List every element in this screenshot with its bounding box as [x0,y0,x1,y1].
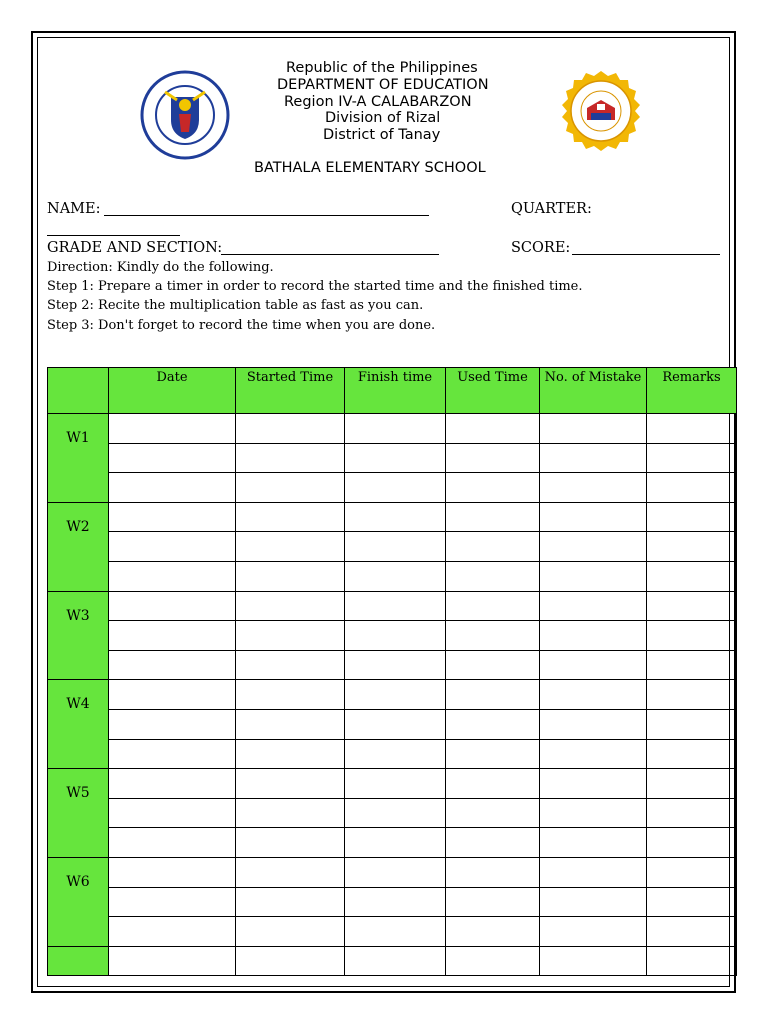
table-cell[interactable] [109,769,236,799]
table-cell[interactable] [345,502,446,532]
quarter-line[interactable] [47,235,180,236]
table-cell[interactable] [446,414,540,444]
school-name: BATHALA ELEMENTARY SCHOOL [254,160,486,176]
table-cell[interactable] [647,887,737,917]
table-cell[interactable] [647,473,737,503]
table-body [48,414,737,976]
table-cell[interactable] [647,443,737,473]
table-cell[interactable] [109,621,236,651]
table-cell[interactable] [647,917,737,947]
table-row [48,502,737,532]
table-cell[interactable] [446,561,540,591]
table-cell[interactable] [446,798,540,828]
table-row [48,798,737,828]
table-cell[interactable] [540,561,647,591]
header-used-time: Used Time [446,368,540,414]
table-row [48,561,737,591]
table-cell[interactable] [109,443,236,473]
table-cell[interactable] [345,857,446,887]
table-cell[interactable] [647,857,737,887]
table-cell[interactable] [540,591,647,621]
table-cell[interactable] [236,443,345,473]
table-cell[interactable] [109,532,236,562]
direction-step-2: Step 2: Recite the multiplication table as fast as you can. [47,298,424,313]
table-cell[interactable] [647,591,737,621]
table-cell[interactable] [345,680,446,710]
week-label [48,946,109,976]
table-cell[interactable] [236,473,345,503]
table-cell[interactable] [236,857,345,887]
grade-section-line[interactable] [221,254,439,255]
table-cell[interactable] [446,473,540,503]
table-cell[interactable] [647,769,737,799]
table-cell[interactable] [345,561,446,591]
table-header-row [48,368,737,414]
table-row [48,680,737,710]
table-cell[interactable] [109,591,236,621]
table-cell[interactable] [647,680,737,710]
header-line-region: Region IV-A CALABARZON [284,94,472,110]
table-cell[interactable] [446,887,540,917]
table-row [48,709,737,739]
table-cell[interactable] [446,532,540,562]
week-label: W5 [48,769,109,858]
table-cell[interactable] [345,414,446,444]
table-cell[interactable] [647,828,737,858]
table-row [48,887,737,917]
score-line[interactable] [572,254,720,255]
table-cell[interactable] [540,532,647,562]
table-cell[interactable] [540,739,647,769]
table-cell[interactable] [109,857,236,887]
table-row [48,828,737,858]
table-cell[interactable] [446,946,540,976]
table-cell[interactable] [446,769,540,799]
table-cell[interactable] [109,798,236,828]
table-cell[interactable] [647,739,737,769]
table-cell[interactable] [540,887,647,917]
table-cell[interactable] [540,709,647,739]
week-label: W1 [48,414,109,503]
table-cell[interactable] [446,621,540,651]
header-mistakes: No. of Mistake [540,368,647,414]
table-cell[interactable] [236,561,345,591]
school-seal-logo [556,70,646,152]
table-cell[interactable] [236,739,345,769]
table-cell[interactable] [446,709,540,739]
table-cell[interactable] [345,709,446,739]
table-cell[interactable] [647,414,737,444]
table-cell[interactable] [540,798,647,828]
table-cell[interactable] [446,739,540,769]
table-row [48,473,737,503]
table-cell[interactable] [647,650,737,680]
header-line-deped: DEPARTMENT OF EDUCATION [277,77,489,93]
table-cell[interactable] [236,946,345,976]
table-row [48,532,737,562]
table-cell[interactable] [345,946,446,976]
table-cell[interactable] [345,473,446,503]
table-cell[interactable] [540,828,647,858]
direction-intro: Direction: Kindly do the following. [47,260,274,275]
table-cell[interactable] [236,887,345,917]
table-cell[interactable] [109,473,236,503]
table-cell[interactable] [109,887,236,917]
table-cell[interactable] [647,561,737,591]
table-cell[interactable] [540,473,647,503]
week-label: W2 [48,502,109,591]
table-cell[interactable] [345,887,446,917]
header-date: Date [109,368,236,414]
header-finish-time: Finish time [345,368,446,414]
header-line-republic: Republic of the Philippines [286,60,478,76]
table-cell[interactable] [446,680,540,710]
name-label: NAME: [47,201,101,217]
deped-seal-logo [137,70,233,160]
table-row [48,650,737,680]
table-cell[interactable] [446,828,540,858]
table-cell[interactable] [647,532,737,562]
table-cell[interactable] [345,798,446,828]
table-row [48,769,737,799]
table-cell[interactable] [236,917,345,947]
table-cell[interactable] [236,621,345,651]
table-cell[interactable] [236,591,345,621]
table-cell[interactable] [647,798,737,828]
table-row [48,917,737,947]
table-cell[interactable] [540,443,647,473]
table-row [48,621,737,651]
table-cell[interactable] [345,532,446,562]
table-cell[interactable] [647,709,737,739]
table-cell[interactable] [109,946,236,976]
quarter-label: QUARTER: [511,201,592,217]
table-row [48,946,737,976]
table-cell[interactable] [540,769,647,799]
table-cell[interactable] [345,769,446,799]
table-cell[interactable] [236,680,345,710]
grade-section-label: GRADE AND SECTION: [47,240,223,256]
table-cell[interactable] [109,739,236,769]
table-cell[interactable] [345,739,446,769]
table-cell[interactable] [540,917,647,947]
table-cell[interactable] [345,828,446,858]
week-label: W3 [48,591,109,680]
table-row [48,414,737,444]
table-cell[interactable] [540,946,647,976]
header-week [48,368,109,414]
table-cell[interactable] [109,917,236,947]
table-cell[interactable] [540,621,647,651]
table-cell[interactable] [446,502,540,532]
table-cell[interactable] [345,917,446,947]
table-cell[interactable] [446,650,540,680]
table-cell[interactable] [647,946,737,976]
table-cell[interactable] [345,591,446,621]
table-row [48,857,737,887]
table-cell[interactable] [647,621,737,651]
table-cell[interactable] [345,621,446,651]
table-cell[interactable] [236,414,345,444]
week-label: W6 [48,857,109,946]
table-cell[interactable] [109,680,236,710]
name-line[interactable] [104,215,429,216]
table-cell[interactable] [345,650,446,680]
table-cell[interactable] [540,502,647,532]
table-cell[interactable] [236,532,345,562]
table-cell[interactable] [109,561,236,591]
table-row [48,591,737,621]
week-label: W4 [48,680,109,769]
table-row [48,739,737,769]
table-cell[interactable] [540,680,647,710]
table-cell[interactable] [109,828,236,858]
table-cell[interactable] [109,414,236,444]
header-line-division: Division of Rizal [325,110,441,126]
table-cell[interactable] [345,443,446,473]
table-cell[interactable] [446,857,540,887]
time-record-table [47,367,737,976]
table-cell[interactable] [540,650,647,680]
table-cell[interactable] [540,857,647,887]
table-cell[interactable] [109,709,236,739]
header-remarks: Remarks [647,368,737,414]
table-cell[interactable] [446,443,540,473]
table-cell[interactable] [236,502,345,532]
table-cell[interactable] [446,591,540,621]
table-row [48,443,737,473]
score-label: SCORE: [511,240,571,256]
table-cell[interactable] [446,917,540,947]
table-cell[interactable] [236,798,345,828]
header-started-time: Started Time [236,368,345,414]
table-cell[interactable] [109,502,236,532]
table-cell[interactable] [540,414,647,444]
table-cell[interactable] [109,650,236,680]
table-cell[interactable] [647,502,737,532]
table-cell[interactable] [236,769,345,799]
table-cell[interactable] [236,709,345,739]
table-cell[interactable] [236,650,345,680]
direction-step-3: Step 3: Don't forget to record the time when you are done. [47,318,436,333]
table-cell[interactable] [236,828,345,858]
direction-step-1: Step 1: Prepare a timer in order to record the started time and the finished time. [47,279,583,294]
header-line-district: District of Tanay [323,127,441,143]
